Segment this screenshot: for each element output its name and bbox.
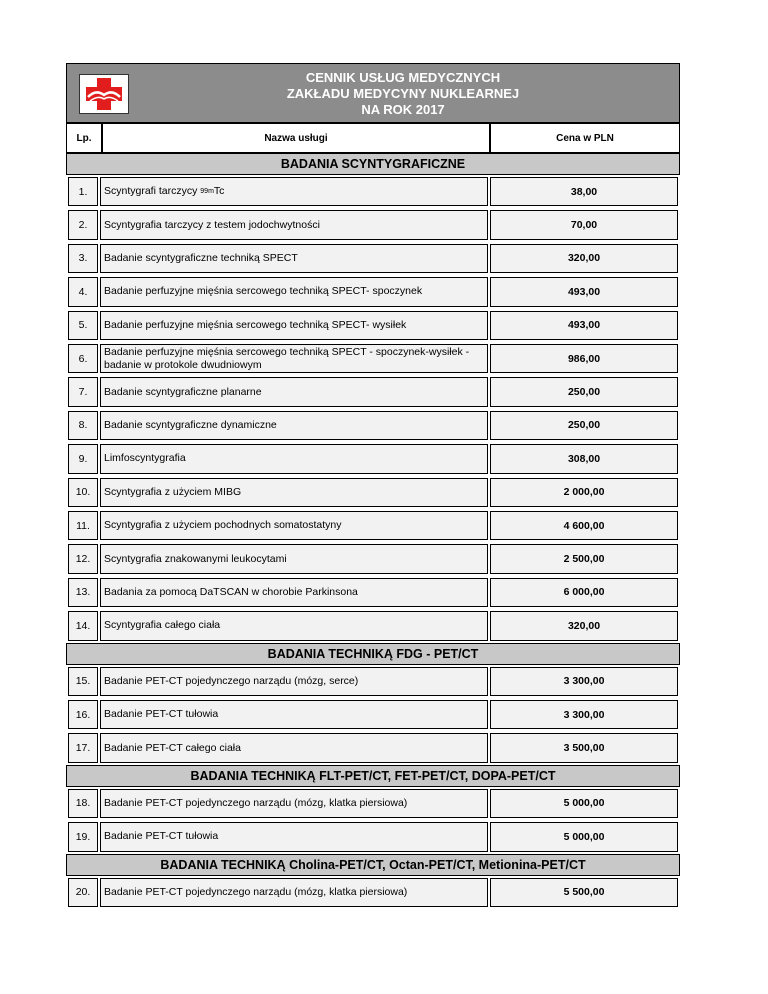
row-number: 7. bbox=[68, 377, 98, 406]
table-row bbox=[66, 509, 680, 542]
service-name bbox=[100, 311, 488, 340]
service-price: 320,00 bbox=[490, 611, 678, 640]
table-row bbox=[66, 275, 680, 308]
row-number: 16. bbox=[68, 700, 98, 729]
service-price: 3 300,00 bbox=[490, 667, 678, 696]
row-number: 15. bbox=[68, 667, 98, 696]
hospital-logo bbox=[79, 74, 129, 114]
row-number: 6. bbox=[68, 344, 98, 373]
row-number: 17. bbox=[68, 733, 98, 762]
title-line-1: CENNIK USŁUG MEDYCZNYCH bbox=[305, 70, 501, 85]
row-number: 4. bbox=[68, 277, 98, 306]
row-number: 8. bbox=[68, 411, 98, 440]
row-number: 18. bbox=[68, 789, 98, 818]
row-number: 2. bbox=[68, 210, 98, 239]
table-row bbox=[66, 542, 680, 575]
service-price: 6 000,00 bbox=[490, 578, 678, 607]
table-row bbox=[66, 665, 680, 698]
service-name bbox=[100, 344, 488, 373]
service-price: 4 600,00 bbox=[490, 511, 678, 540]
service-name-text: Badanie perfuzyjne mięśnia sercowego techniką SPECT- wysiłek bbox=[104, 318, 407, 331]
table-row bbox=[66, 609, 680, 642]
section-header: BADANIA TECHNIKĄ Cholina-PET/CT, Octan-PET/CT, Metionina-PET/CT bbox=[66, 854, 680, 876]
column-header-name: Nazwa usługi bbox=[102, 123, 490, 153]
table-row bbox=[66, 820, 680, 853]
service-name-text: Scyntygrafia znakowanymi leukocytami bbox=[104, 552, 287, 565]
price-list-document bbox=[66, 63, 680, 913]
section-header: BADANIA SCYNTYGRAFICZNE bbox=[66, 153, 680, 175]
service-name bbox=[100, 544, 488, 573]
service-name bbox=[100, 478, 488, 507]
service-price: 70,00 bbox=[490, 210, 678, 239]
table-row bbox=[66, 208, 680, 241]
service-price: 493,00 bbox=[490, 277, 678, 306]
service-name-text: Badanie PET-CT tułowia bbox=[104, 830, 219, 843]
service-name-text: Scyntygrafi tarczycy bbox=[104, 185, 198, 198]
table-row bbox=[66, 576, 680, 609]
isotope-symbol: Tc bbox=[213, 185, 225, 198]
service-price: 986,00 bbox=[490, 344, 678, 373]
service-name-text: Badanie PET-CT tułowia bbox=[104, 708, 219, 721]
service-name-text: Scyntygrafia z użyciem pochodnych somatostatyny bbox=[104, 519, 342, 532]
service-price: 250,00 bbox=[490, 411, 678, 440]
table-row bbox=[66, 342, 680, 375]
service-name-text: Scyntygrafia całego ciała bbox=[104, 619, 221, 632]
service-name bbox=[100, 611, 488, 640]
document-header bbox=[66, 63, 680, 123]
document-title bbox=[137, 70, 669, 118]
service-name-text: Badanie scyntygraficzne dynamiczne bbox=[104, 418, 277, 431]
table-row bbox=[66, 409, 680, 442]
service-price: 2 500,00 bbox=[490, 544, 678, 573]
table-row bbox=[66, 731, 680, 764]
service-name-text: Badanie perfuzyjne mięśnia sercowego techniką SPECT - spoczynek-wysiłek - badanie w protokole dwudniowym bbox=[104, 345, 470, 371]
section-header: BADANIA TECHNIKĄ FLT-PET/CT, FET-PET/CT, DOPA-PET/CT bbox=[66, 765, 680, 787]
service-name bbox=[100, 667, 488, 696]
column-header-number: Lp. bbox=[66, 123, 102, 153]
service-name bbox=[100, 578, 488, 607]
section-header: BADANIA TECHNIKĄ FDG - PET/CT bbox=[66, 643, 680, 665]
service-price: 493,00 bbox=[490, 311, 678, 340]
table-row bbox=[66, 442, 680, 475]
table-row bbox=[66, 175, 680, 208]
red-cross-icon bbox=[80, 75, 128, 113]
service-name bbox=[100, 511, 488, 540]
title-line-3: NA ROK 2017 bbox=[361, 102, 445, 117]
service-name-text: Scyntygrafia z użyciem MIBG bbox=[104, 485, 242, 498]
service-name bbox=[100, 377, 488, 406]
service-price: 5 000,00 bbox=[490, 789, 678, 818]
service-name-text: Scyntygrafia tarczycy z testem jodochwytności bbox=[104, 218, 320, 231]
table-row bbox=[66, 787, 680, 820]
service-price: 3 500,00 bbox=[490, 733, 678, 762]
service-price: 5 000,00 bbox=[490, 822, 678, 851]
service-name bbox=[100, 210, 488, 239]
column-header-price: Cena w PLN bbox=[490, 123, 680, 153]
service-name-text: Badanie PET-CT pojedynczego narządu (mózg, klatka piersiowa) bbox=[104, 885, 408, 898]
service-name-text: Badania za pomocą DaTSCAN w chorobie Parkinsona bbox=[104, 585, 358, 598]
table-row bbox=[66, 876, 680, 909]
row-number: 5. bbox=[68, 311, 98, 340]
row-number: 14. bbox=[68, 611, 98, 640]
service-name-text: Limfoscyntygrafia bbox=[104, 452, 186, 465]
service-name bbox=[100, 277, 488, 306]
row-number: 11. bbox=[68, 511, 98, 540]
row-number: 20. bbox=[68, 878, 98, 907]
service-price: 38,00 bbox=[490, 177, 678, 206]
table-row bbox=[66, 698, 680, 731]
row-number: 10. bbox=[68, 478, 98, 507]
row-number: 9. bbox=[68, 444, 98, 473]
service-name bbox=[100, 789, 488, 818]
row-number: 12. bbox=[68, 544, 98, 573]
table-row bbox=[66, 375, 680, 408]
service-price: 5 500,00 bbox=[490, 878, 678, 907]
table-row bbox=[66, 476, 680, 509]
service-name bbox=[100, 878, 488, 907]
service-name bbox=[100, 411, 488, 440]
table-row bbox=[66, 242, 680, 275]
row-number: 19. bbox=[68, 822, 98, 851]
service-name-text: Badanie PET-CT pojedynczego narządu (mózg, klatka piersiowa) bbox=[104, 796, 408, 809]
service-name bbox=[100, 177, 488, 206]
row-number: 1. bbox=[68, 177, 98, 206]
service-name-text: Badanie scyntygraficzne planarne bbox=[104, 385, 262, 398]
service-name-text: Badanie PET-CT całego ciała bbox=[104, 741, 241, 754]
service-price: 3 300,00 bbox=[490, 700, 678, 729]
service-name-text: Badanie PET-CT pojedynczego narządu (mózg, serce) bbox=[104, 674, 359, 687]
title-line-2: ZAKŁADU MEDYCYNY NUKLEARNEJ bbox=[286, 86, 520, 101]
service-price: 2 000,00 bbox=[490, 478, 678, 507]
row-number: 13. bbox=[68, 578, 98, 607]
service-name bbox=[100, 700, 488, 729]
service-name bbox=[100, 244, 488, 273]
service-name-text: Badanie perfuzyjne mięśnia sercowego techniką SPECT- spoczynek bbox=[104, 285, 423, 298]
service-price: 308,00 bbox=[490, 444, 678, 473]
service-name-text: Badanie scyntygraficzne techniką SPECT bbox=[104, 251, 298, 264]
table-row bbox=[66, 309, 680, 342]
isotope-superscript: 99m bbox=[200, 188, 214, 196]
row-number: 3. bbox=[68, 244, 98, 273]
service-price: 250,00 bbox=[490, 377, 678, 406]
service-name bbox=[100, 822, 488, 851]
service-name bbox=[100, 444, 488, 473]
service-price: 320,00 bbox=[490, 244, 678, 273]
service-name bbox=[100, 733, 488, 762]
